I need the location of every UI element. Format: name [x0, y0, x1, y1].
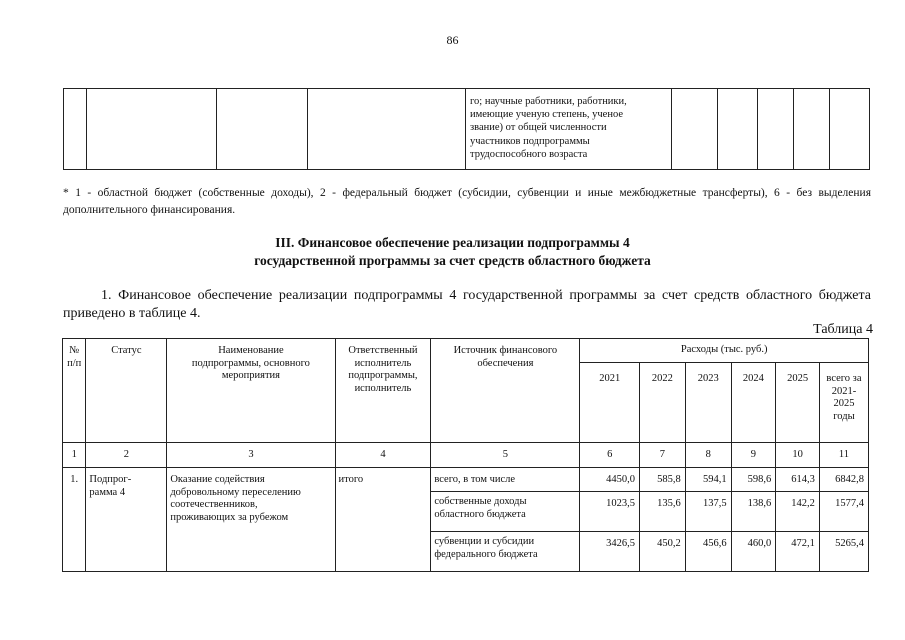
header-name-line: подпрограммы, основного — [191, 357, 310, 369]
cont-cell-empty — [794, 89, 830, 170]
header-total — [819, 363, 868, 443]
header-year: 2022 — [640, 363, 686, 443]
row-source-line: собственные доходы — [434, 496, 527, 507]
table-label: Таблица 4 — [813, 322, 873, 337]
row-value: 1023,5 — [580, 492, 640, 532]
column-number: 6 — [580, 443, 640, 468]
header-total-line: всего за — [826, 373, 862, 384]
cont-text-line: трудоспособного возраста — [470, 148, 588, 160]
header-executor — [335, 339, 431, 443]
header-executor-line: Ответственный — [348, 345, 418, 356]
cont-cell-empty — [758, 89, 794, 170]
header-status-text: Статус — [111, 345, 142, 356]
header-num — [63, 339, 86, 443]
cont-text-line: го; научные работники, работники, — [470, 96, 627, 107]
row-value: 594,1 — [685, 468, 731, 492]
section-title-line: государственной программы за счет средств областного бюджета — [254, 253, 651, 268]
row-value: 135,6 — [640, 492, 686, 532]
row-source-line: областного бюджета — [434, 508, 526, 520]
row-executor: итого — [335, 468, 431, 572]
column-number: 11 — [819, 443, 868, 468]
column-number: 10 — [776, 443, 820, 468]
row-value: 614,3 — [776, 468, 820, 492]
header-executor-line: подпрограммы, — [348, 370, 418, 381]
cont-text-line: звание) от общей численности — [470, 122, 607, 134]
row-value: 3426,5 — [580, 532, 640, 572]
column-number: 4 — [335, 443, 431, 468]
row-value: 456,6 — [685, 532, 731, 572]
table-row — [63, 468, 869, 492]
cont-cell-indicator — [466, 89, 672, 170]
column-number: 8 — [685, 443, 731, 468]
cont-cell-empty — [64, 89, 87, 170]
header-executor-line: исполнитель — [354, 382, 412, 394]
row-num: 1. — [63, 468, 86, 572]
cont-text-line: участников подпрограммы — [470, 135, 590, 147]
header-num-line: п/п — [67, 357, 82, 369]
header-total-line: 2025 — [833, 398, 855, 409]
row-source: всего, в том числе — [431, 468, 580, 492]
column-number: 1 — [63, 443, 86, 468]
header-source-line: Источник финансового — [453, 345, 558, 356]
row-source-line: федерального бюджета — [434, 548, 538, 560]
row-value: 137,5 — [685, 492, 731, 532]
column-number: 7 — [640, 443, 686, 468]
row-value: 585,8 — [640, 468, 686, 492]
header-source — [431, 339, 580, 443]
header-total-line: 2021- — [831, 385, 857, 397]
cont-cell-empty — [672, 89, 718, 170]
row-value: 1577,4 — [819, 492, 868, 532]
row-name-line: проживающих за рубежом — [170, 511, 289, 523]
header-year: 2024 — [731, 363, 776, 443]
section-title-line: III. Финансовое обеспечение реализации подпрограммы 4 — [275, 235, 630, 250]
cont-cell-empty — [217, 89, 308, 170]
row-name-line: Оказание содействия — [170, 474, 265, 485]
row-source-line: субвенции и субсидии — [434, 536, 535, 547]
header-year: 2021 — [580, 363, 640, 443]
header-year: 2023 — [685, 363, 731, 443]
intro-paragraph: 1. Финансовое обеспечение реализации подпрограммы 4 государственной программы за счет средств областного бюджета приведено в таблице 4. — [63, 288, 871, 321]
row-name-line: добровольному переселению — [170, 486, 301, 498]
row-value: 6842,8 — [819, 468, 868, 492]
header-name-line: Наименование — [218, 345, 284, 356]
header-executor-line: исполнитель — [354, 357, 412, 369]
column-number: 3 — [167, 443, 335, 468]
page-number: 86 — [446, 33, 459, 47]
cont-cell-empty — [830, 89, 870, 170]
row-value: 460,0 — [731, 532, 776, 572]
footnote: * 1 - областной бюджет (собственные доходы), 2 - федеральный бюджет (субсидии, субвенции и иные межбюджетные трансферты), 6 - без выделения дополнительного финансирования. — [63, 187, 871, 216]
row-status — [86, 468, 167, 572]
row-status-line: Подпрог- — [89, 474, 132, 485]
financing-table — [62, 338, 869, 572]
row-source — [431, 492, 580, 532]
row-value: 450,2 — [640, 532, 686, 572]
column-number: 9 — [731, 443, 776, 468]
row-value: 598,6 — [731, 468, 776, 492]
row-name — [167, 468, 335, 572]
header-name — [167, 339, 335, 443]
header-status — [86, 339, 167, 443]
cont-cell-empty — [718, 89, 758, 170]
header-source-line: обеспечения — [477, 357, 534, 369]
cont-cell-empty — [87, 89, 217, 170]
header-num-line: № — [69, 345, 80, 356]
header-name-line: мероприятия — [221, 370, 281, 381]
row-source — [431, 532, 580, 572]
row-value: 472,1 — [776, 532, 820, 572]
row-value: 142,2 — [776, 492, 820, 532]
row-status-line: рамма 4 — [89, 486, 126, 498]
header-year: 2025 — [776, 363, 820, 443]
header-total-line: годы — [833, 410, 855, 422]
continuation-table — [63, 88, 870, 170]
cont-cell-empty — [308, 89, 466, 170]
column-number: 5 — [431, 443, 580, 468]
column-number: 2 — [86, 443, 167, 468]
section-title — [0, 234, 905, 270]
header-expenses: Расходы (тыс. руб.) — [580, 339, 869, 363]
cont-text-line: имеющие ученую степень, ученое — [470, 109, 623, 121]
row-value: 5265,4 — [819, 532, 868, 572]
row-name-line: соотечественников, — [170, 499, 258, 510]
row-value: 138,6 — [731, 492, 776, 532]
row-value: 4450,0 — [580, 468, 640, 492]
